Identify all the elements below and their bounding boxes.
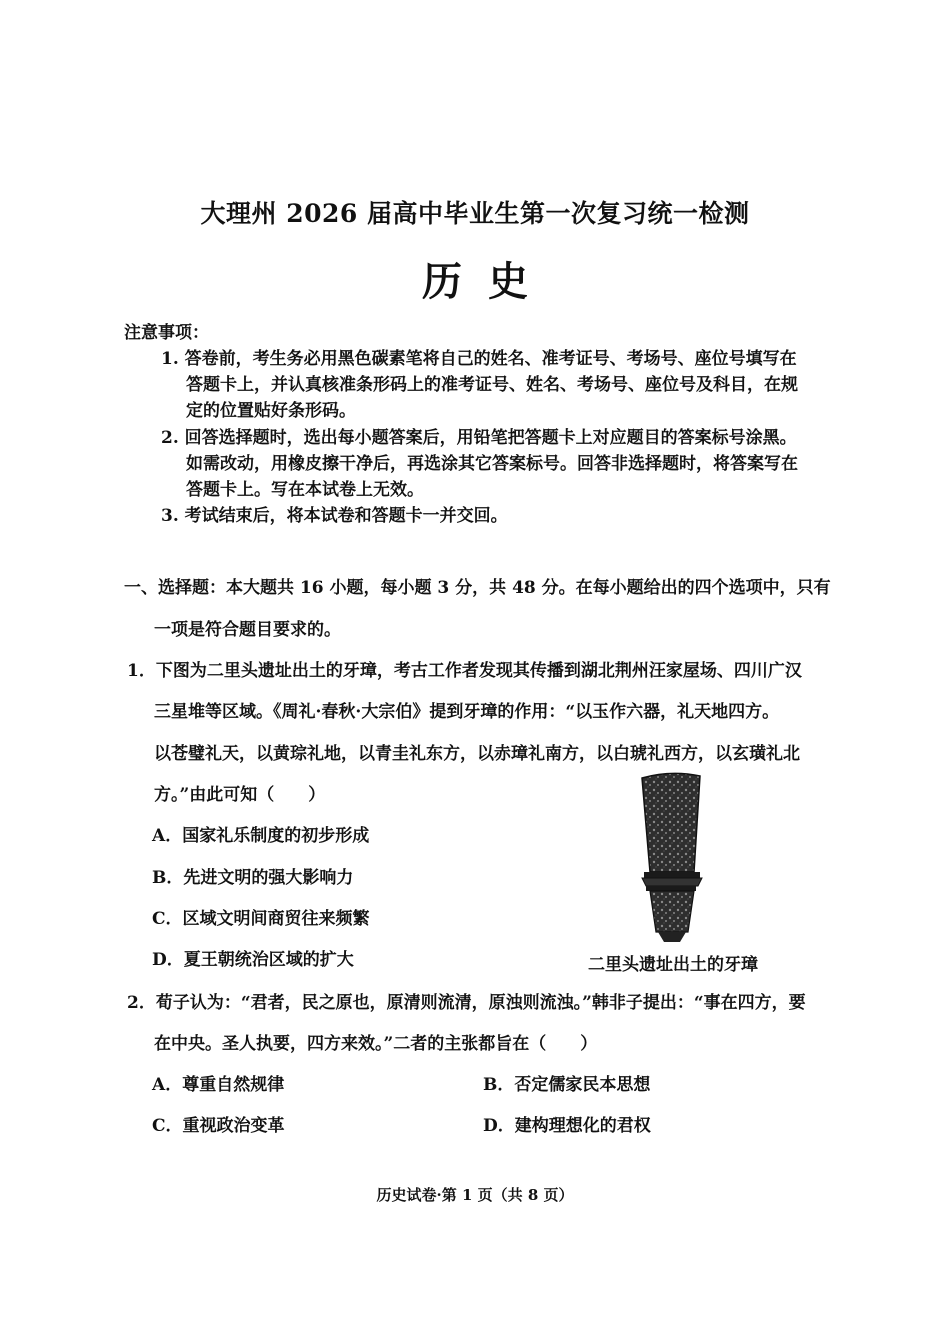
notice-line: 1. 答卷前，考生务必用黑色碳素笔将自己的姓名、准考证号、考场号、座位号填写在 (161, 349, 797, 369)
section-heading: 一、选择题：本大题共 16 小题，每小题 3 分，共 48 分。在每小题给出的四个选项中，只有 (124, 578, 831, 598)
notice-line: 如需改动，用橡皮擦干净后，再选涂其它答案标号。回答非选择题时，将答案写在 (186, 454, 798, 474)
notice-line: 3. 考试结束后，将本试卷和答题卡一并交回。 (161, 506, 508, 526)
question-2-line: 在中央。圣人执要，四方来效。”二者的主张都旨在（ ） (154, 1034, 598, 1054)
question-2-option-d: D．建构理想化的君权 (483, 1116, 651, 1136)
question-1-line: 以苍璧礼天，以黄琮礼地，以青圭礼东方，以赤璋礼南方，以白琥礼西方，以玄璜礼北 (154, 744, 800, 764)
section-heading-cont: 一项是符合题目要求的。 (154, 620, 341, 640)
question-1-line: 方。”由此可知（ ） (154, 785, 326, 805)
question-2-line: 2．荀子认为：“君者，民之原也，原清则流清，原浊则流浊。”韩非子提出：“事在四方，要 (127, 993, 806, 1013)
yazhang-artifact-image (636, 772, 706, 944)
question-1-option-b: B．先进文明的强大影响力 (152, 868, 354, 888)
question-1-line: 三星堆等区域。《周礼·春秋·大宗伯》提到牙璋的作用：“以玉作六器，礼天地四方。 (154, 702, 780, 722)
question-1-option-a: A．国家礼乐制度的初步形成 (152, 826, 370, 846)
question-1-line: 1．下图为二里头遗址出土的牙璋，考古工作者发现其传播到湖北荆州汪家屋场、四川广汉 (127, 661, 802, 681)
artifact-caption: 二里头遗址出土的牙璋 (588, 955, 758, 975)
question-2-option-b: B．否定儒家民本思想 (483, 1075, 651, 1095)
question-1-option-d: D．夏王朝统治区域的扩大 (152, 950, 354, 970)
page-footer: 历史试卷·第 1 页（共 8 页） (376, 1186, 574, 1204)
question-1-option-c: C．区域文明间商贸往来频繁 (152, 909, 370, 929)
notice-label: 注意事项： (124, 323, 209, 343)
notice-line: 2. 回答选择题时，选出每小题答案后，用铅笔把答题卡上对应题目的答案标号涂黑。 (161, 428, 797, 448)
subject-title: 历史 (422, 258, 554, 305)
question-2-option-c: C．重视政治变革 (152, 1116, 285, 1136)
notice-line: 答题卡上，并认真核准条形码上的准考证号、姓名、考场号、座位号及科目，在规 (186, 375, 798, 395)
question-2-option-a: A．尊重自然规律 (152, 1075, 285, 1095)
notice-line: 答题卡上。写在本试卷上无效。 (186, 480, 424, 500)
notice-line: 定的位置贴好条形码。 (186, 401, 356, 421)
exam-title: 大理州 2026 届高中毕业生第一次复习统一检测 (200, 199, 750, 228)
